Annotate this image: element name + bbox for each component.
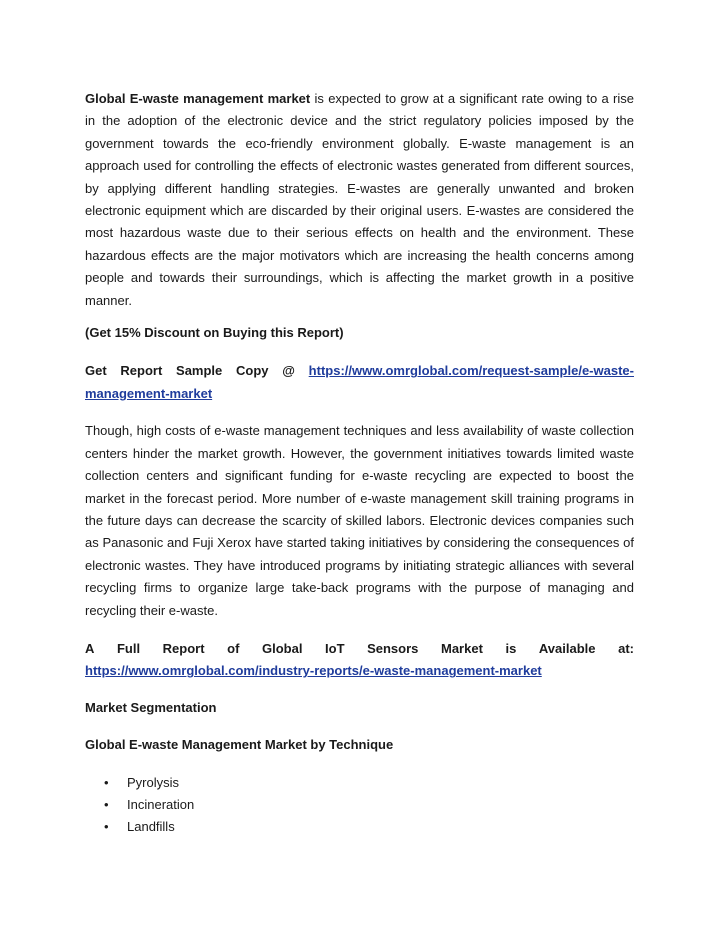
intro-lead: Global E-waste management market (85, 91, 311, 106)
body-paragraph-2: Though, high costs of e-waste management techniques and less availability of waste collection centers hinder the market growth. However, the government initiatives towards limited waste collection centers and significant funding for e-waste recycling are expected to boost the market in the forecast period. More number of e-waste management skill training programs in the future days can decrease the scarcity of skilled labors. Electronic devices companies such as Panasonic and Fuji Xerox have started taking initiatives by considering the consequences of electronic wastes. They have introduced programs by initiating strategic alliances with several recycling firms to organize large take-back programs with the purpose of managing and recycling their e-waste. (85, 423, 634, 618)
full-report-link-wrap (85, 660, 634, 682)
technique-list (85, 772, 634, 839)
full-report-word: A (85, 640, 95, 656)
sample-link-part2[interactable]: management-market (85, 385, 213, 401)
segmentation-heading: Market Segmentation (85, 699, 217, 715)
intro-body: is expected to grow at a significant rate owing to a rise in the adoption of the electronic device and the strict regulatory policies imposed by the government towards the eco-friendly environment globally. E-waste management is an approach used for controlling the effects of electronic wastes generated from different sources, by applying different handling strategies. E-wastes are generally unwanted and broken electronic equipment which are discarded by their original users. E-wastes are considered the most hazardous waste due to their serious effects on health and the environment. These hazardous effects are the major motivators which are increasing the health concerns among people and towards their surroundings, which is affecting the market growth in a positive manner. (85, 91, 635, 308)
full-report-word: Market (440, 640, 483, 656)
discount-note: (Get 15% Discount on Buying this Report) (85, 325, 344, 341)
full-report-link[interactable]: https://www.omrglobal.com/industry-reports/e-waste-management-market (85, 663, 542, 679)
full-report-word: is (505, 640, 517, 656)
full-report-word: Sensors (367, 640, 419, 656)
full-report-word: Full (116, 640, 141, 656)
technique-heading: Global E-waste Management Market by Technique (85, 737, 394, 753)
full-report-line (85, 638, 634, 660)
list-item (85, 816, 634, 838)
sample-word: @ (282, 363, 295, 379)
sample-word: Copy (236, 363, 269, 379)
sample-link-wrap (85, 383, 634, 405)
sample-word: Get (85, 363, 107, 379)
list-item-label: Landfills (127, 819, 175, 835)
sample-word: Sample (176, 363, 223, 379)
bullet-icon: • (104, 819, 109, 835)
list-item-label: Incineration (127, 796, 195, 812)
sample-link-part1[interactable]: https://www.omrglobal.com/request-sample/e-waste- (308, 363, 634, 379)
intro-paragraph (85, 88, 634, 312)
list-item-label: Pyrolysis (127, 774, 180, 790)
full-report-block (85, 638, 634, 683)
full-report-word: Available (538, 640, 596, 656)
full-report-word: Report (162, 640, 205, 656)
list-item (85, 794, 634, 816)
bullet-icon: • (104, 774, 109, 790)
full-report-word: IoT (325, 640, 345, 656)
sample-copy-block (85, 360, 634, 405)
sample-word: Report (120, 363, 163, 379)
sample-copy-line (85, 360, 634, 382)
bullet-icon: • (104, 796, 109, 812)
full-report-word: Global (261, 640, 303, 656)
full-report-word: of (227, 640, 240, 656)
full-report-word: at: (618, 640, 634, 656)
list-item (85, 772, 634, 794)
